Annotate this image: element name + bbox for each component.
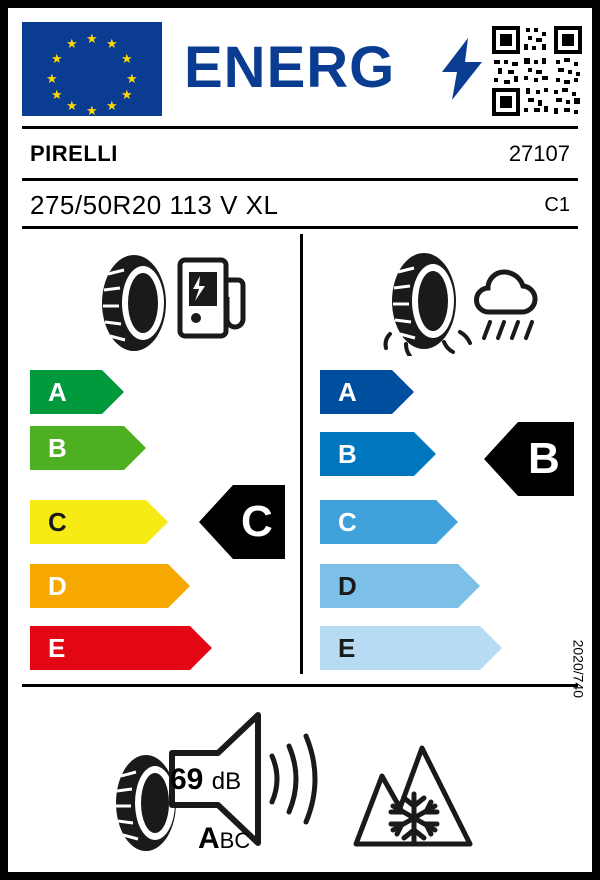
tyre-size: 275/50R20 113 V XL [30, 190, 279, 220]
divider-vertical [300, 234, 303, 674]
arrow-tip-left [484, 422, 518, 496]
regulation-code: 2020/740 [570, 639, 586, 698]
fuel-grade-b-letter: B [48, 432, 67, 463]
noise-db-number: 69 [170, 763, 204, 796]
noise-value [170, 763, 241, 797]
tyre-fuel-pump-icon [86, 246, 256, 356]
fuel-grade-c-letter: C [48, 506, 67, 537]
arrow-tip [102, 370, 124, 414]
fuel-grade-a [30, 370, 102, 414]
arrow-tip [392, 370, 414, 414]
wet-grade-d [320, 564, 458, 608]
fuel-grade-d-letter: D [48, 570, 67, 601]
wet-grade-a-letter: A [338, 376, 357, 407]
arrow-tip [414, 432, 436, 476]
wet-grip-result [518, 422, 574, 496]
wet-grade-d-letter: D [338, 570, 357, 601]
wet-grade-c [320, 500, 436, 544]
wet-grade-b [320, 432, 414, 476]
wet-grade-b-letter: B [338, 438, 357, 469]
three-peak-mountain-snowflake-icon [348, 726, 478, 856]
divider-noise [22, 684, 578, 687]
arrow-tip [480, 626, 502, 670]
tyre-rain-cloud-icon [376, 246, 546, 356]
wet-grade-e [320, 626, 480, 670]
divider-top [22, 126, 578, 129]
fuel-efficiency-result [233, 485, 285, 559]
arrow-tip-left [199, 485, 233, 559]
eu-flag-icon: ★ ★ ★ ★ ★ ★ ★ ★ ★ ★ ★ ★ [22, 22, 162, 116]
arrow-tip [190, 626, 212, 670]
arrow-tip [146, 500, 168, 544]
wet-grade-c-letter: C [338, 506, 357, 537]
arrow-tip [124, 426, 146, 470]
fuel-result-letter: C [241, 497, 273, 546]
arrow-tip [436, 500, 458, 544]
noise-class-rest: BC [219, 828, 251, 853]
noise-db-unit: dB [211, 768, 242, 795]
divider-brand [22, 178, 578, 181]
qr-code-icon [492, 26, 582, 116]
page-title: ENERG [184, 35, 396, 100]
arrow-tip [458, 564, 480, 608]
fuel-grade-d [30, 564, 168, 608]
fuel-grade-e-letter: E [48, 632, 66, 663]
wet-grade-e-letter: E [338, 632, 356, 663]
noise-class [198, 822, 250, 856]
label-header [8, 8, 592, 128]
fuel-grade-c [30, 500, 146, 544]
fuel-grade-e [30, 626, 190, 670]
lightning-bolt-icon [442, 38, 482, 100]
label-sheet [8, 8, 592, 872]
fuel-grade-a-letter: A [48, 376, 67, 407]
divider-size [22, 226, 578, 229]
wet-grade-a [320, 370, 392, 414]
tyre-class-code: C1 [544, 194, 570, 216]
arrow-tip [168, 564, 190, 608]
noise-class-selected: A [198, 822, 220, 855]
model-code: 27107 [508, 141, 570, 166]
brand-name: PIRELLI [30, 141, 118, 166]
fuel-grade-b [30, 426, 124, 470]
wet-result-letter: B [528, 434, 560, 483]
